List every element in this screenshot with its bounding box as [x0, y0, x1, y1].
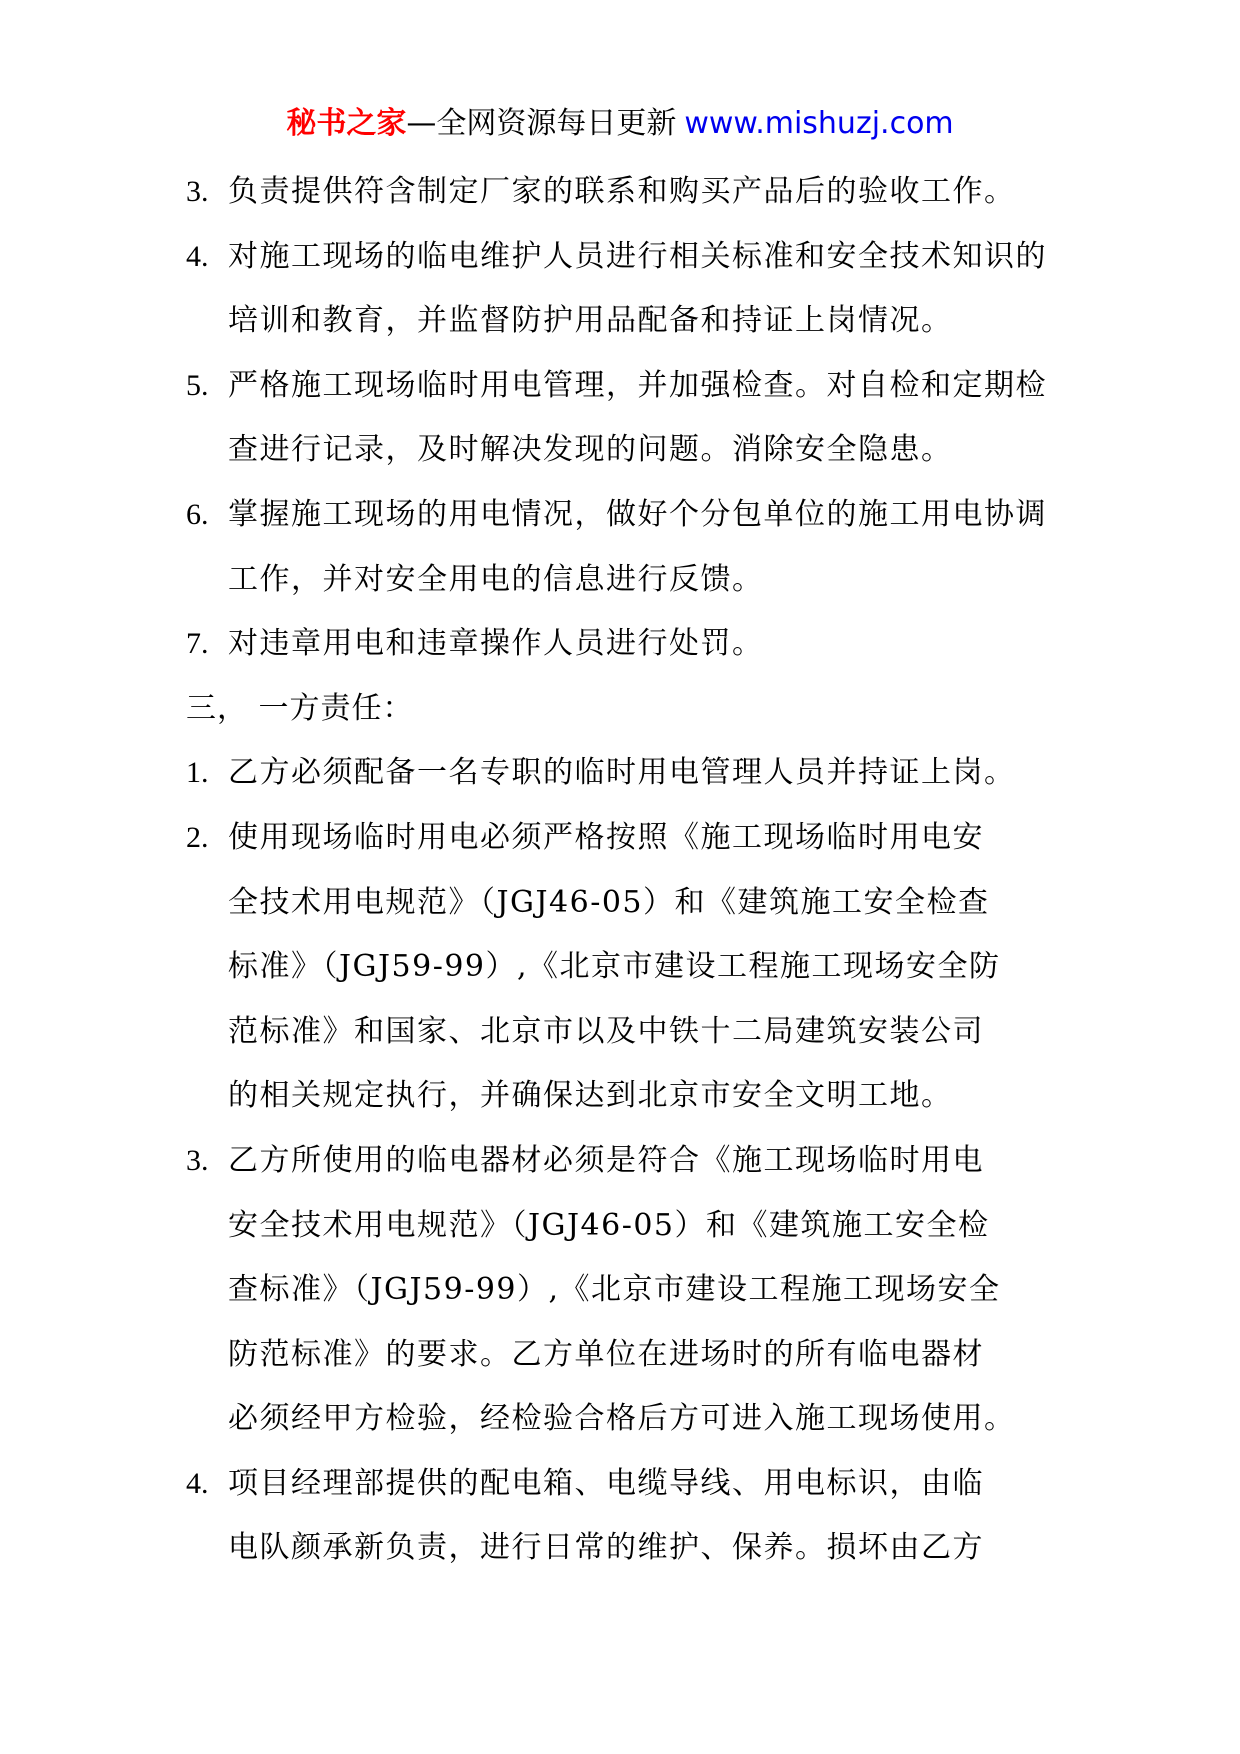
list-item-3b-continuation — [186, 1387, 1056, 1452]
list-item-3b — [186, 1129, 1056, 1194]
list-item-4-continuation — [186, 289, 1056, 354]
item-text: 对施工现场的临电维护人员进行相关标准和安全技术知识的 — [228, 238, 1047, 274]
list-item-7 — [186, 612, 1056, 677]
item-text: 使用现场临时用电必须严格按照《施工现场临时用电安 — [228, 819, 984, 855]
item-text: 必须经甲方检验，经检验合格后方可进入施工现场使用。 — [228, 1401, 1016, 1437]
section-heading — [186, 677, 1056, 742]
item-text: 标准》（JGJ59-99）,《北京市建设工程施工现场安全防 — [228, 949, 1001, 985]
item-text: 的相关规定执行，并确保达到北京市安全文明工地。 — [228, 1078, 953, 1114]
item-text: 严格施工现场临时用电管理，并加强检查。对自检和定期检 — [228, 367, 1047, 403]
list-item-6-continuation — [186, 548, 1056, 613]
list-item-3b-continuation — [186, 1323, 1056, 1388]
item-number: 4. — [186, 239, 209, 273]
item-number: 2. — [186, 820, 209, 854]
item-text: 范标准》和国家、北京市以及中铁十二局建筑安装公司 — [228, 1013, 984, 1049]
list-item-4b — [186, 1452, 1056, 1517]
list-item-5 — [186, 354, 1056, 419]
item-number: 7. — [186, 627, 209, 661]
list-item-1 — [186, 741, 1056, 806]
item-text: 对违章用电和违章操作人员进行处罚。 — [228, 626, 764, 662]
header-site-link[interactable]: www.mishuzj.com — [684, 106, 954, 141]
item-text: 电队颜承新负责，进行日常的维护、保养。损坏由乙方 — [228, 1530, 984, 1566]
list-item-5-continuation — [186, 418, 1056, 483]
list-item-6 — [186, 483, 1056, 548]
item-text: 培训和教育，并监督防护用品配备和持证上岗情况。 — [228, 303, 953, 339]
list-item-2 — [186, 806, 1056, 871]
item-text: 乙方必须配备一名专职的临时用电管理人员并持证上岗。 — [228, 755, 1016, 791]
list-item-4 — [186, 225, 1056, 290]
list-item-2-continuation — [186, 871, 1056, 936]
header-brand: 秘书之家 — [286, 106, 407, 141]
list-item-4b-continuation — [186, 1516, 1056, 1581]
item-text: 查进行记录，及时解决发现的问题。消除安全隐患。 — [228, 432, 953, 468]
item-number: 4. — [186, 1466, 209, 1500]
item-text: 项目经理部提供的配电箱、电缆导线、用电标识，由临 — [228, 1465, 984, 1501]
item-text: 安全技术用电规范》（JGJ46-05）和《建筑施工安全检 — [228, 1207, 990, 1243]
list-item-2-continuation — [186, 935, 1056, 1000]
page-header — [0, 102, 1240, 146]
list-item-2-continuation — [186, 1064, 1056, 1129]
list-item-2-continuation — [186, 1000, 1056, 1065]
item-number: 3. — [186, 1143, 209, 1177]
section-heading-text: 三， 一方责任： — [186, 690, 414, 726]
list-item-3b-continuation — [186, 1258, 1056, 1323]
list-item-3b-continuation — [186, 1194, 1056, 1259]
item-number: 1. — [186, 756, 209, 790]
item-text: 查标准》（JGJ59-99）,《北京市建设工程施工现场安全 — [228, 1272, 1001, 1308]
item-text: 负责提供符含制定厂家的联系和购买产品后的验收工作。 — [228, 174, 1016, 209]
item-text: 乙方所使用的临电器材必须是符合《施工现场临时用电 — [228, 1142, 984, 1178]
item-text: 工作，并对安全用电的信息进行反馈。 — [228, 561, 764, 597]
item-number: 5. — [186, 368, 209, 402]
item-text: 防范标准》的要求。乙方单位在进场时的所有临电器材 — [228, 1336, 984, 1372]
document-body — [186, 160, 1056, 1581]
list-item-3 — [186, 160, 1056, 225]
item-text: 掌握施工现场的用电情况，做好个分包单位的施工用电协调 — [228, 496, 1047, 532]
item-number: 6. — [186, 497, 209, 531]
item-number: 3. — [186, 175, 209, 208]
header-tagline: —全网资源每日更新 — [406, 106, 677, 141]
item-text: 全技术用电规范》（JGJ46-05）和《建筑施工安全检查 — [228, 884, 990, 920]
